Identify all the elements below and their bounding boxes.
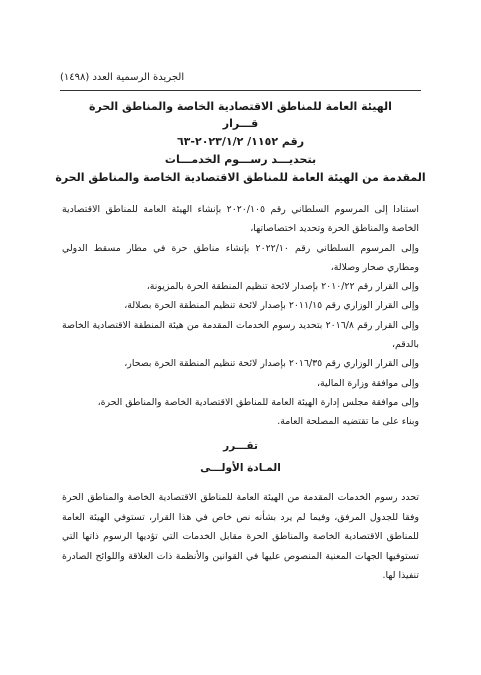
preamble-paragraph: وإلى القرار رقم ٢٠١٠/٢٢ بإصدار لائحة تنظيم المنطقة الحرة بالمزيونة،	[146, 281, 419, 293]
article-one-body	[62, 488, 419, 586]
preamble-paragraph: وإلى القرار الوزاري رقم ٢٠١١/١٥ بإصدار لائحة تنظيم المنطقة الحرة بصلالة،	[124, 300, 419, 312]
preamble-paragraph: استنادا إلى المرسوم السلطاني رقم ٢٠٢٠/١٠٥ بإنشاء الهيئة العامة للمناطق الاقتصادية الخاصة والمناطق الحرة وتحديد اختصاصاتها،	[62, 204, 419, 235]
preamble-paragraph: وإلى المرسوم السلطاني رقم ٢٠٢٢/١٠ بإنشاء مناطق حرة في مطار مسقط الدولي ومطاري صحار وصلالة،	[62, 242, 419, 273]
article-paragraph: تحدد رسوم الخدمات المقدمة من الهيئة العامة للمناطق الاقتصادية الخاصة والمناطق الحرة وفقا للجدول المرفق، وفيما لم يرد بشأنه نص خاص في هذا القرار، تستوفي الهيئة العامة للمناطق الاقتصادية الخاصة والمناطق الحرة مقابل الخدمات التي تؤديها الرسوم ذاتها التي تستوفيها الجهات المعنية المنصوص عليها في القوانين والأنظمة ذات العلاقة واللوائح الصادرة تنفيذا لها.	[62, 492, 419, 582]
authority-title: الهيئة العامة للمناطق الاقتصادية الخاصة والمناطق الحرة	[89, 100, 392, 113]
preamble-paragraph: وبناء على ما تقتضيه المصلحة العامة.	[277, 416, 419, 428]
decision-heading: قـــرار	[222, 117, 259, 130]
gazette-issue-label: الجريدة الرسمية العدد (١٤٩٨)	[60, 72, 185, 83]
preamble-paragraph: وإلى القرار الوزاري رقم ٢٠١٦/٣٥ بإصدار لائحة تنظيم المنطقة الحرة بصحار،	[124, 358, 419, 370]
decision-subject-continued: المقدمة من الهيئة العامة للمناطق الاقتصادية الخاصة والمناطق الحرة	[55, 171, 426, 184]
preamble-paragraph: وإلى القرار رقم ٢٠١٦/٨ بتحديد رسوم الخدمات المقدمة من هيئة المنطقة الاقتصادية الخاصة بالدقم،	[62, 319, 419, 351]
decides-heading: تقـــرر	[223, 440, 258, 452]
article-one-heading: المـادة الأولـــى	[200, 462, 281, 474]
preamble-paragraph: وإلى موافقة مجلس إدارة الهيئة العامة للمناطق الاقتصادية الخاصة والمناطق الحرة،	[97, 396, 419, 408]
preamble	[62, 200, 419, 432]
header-divider	[60, 90, 421, 91]
page-header	[60, 72, 421, 92]
decision-number: رقم ١١٥٢/ ٢٠٢٣/١/٢-٦٣	[176, 135, 305, 148]
decision-subject: بتحديـــد رســـوم الخدمـــات	[164, 153, 317, 166]
preamble-paragraph: وإلى موافقة وزارة المالية،	[316, 377, 419, 389]
